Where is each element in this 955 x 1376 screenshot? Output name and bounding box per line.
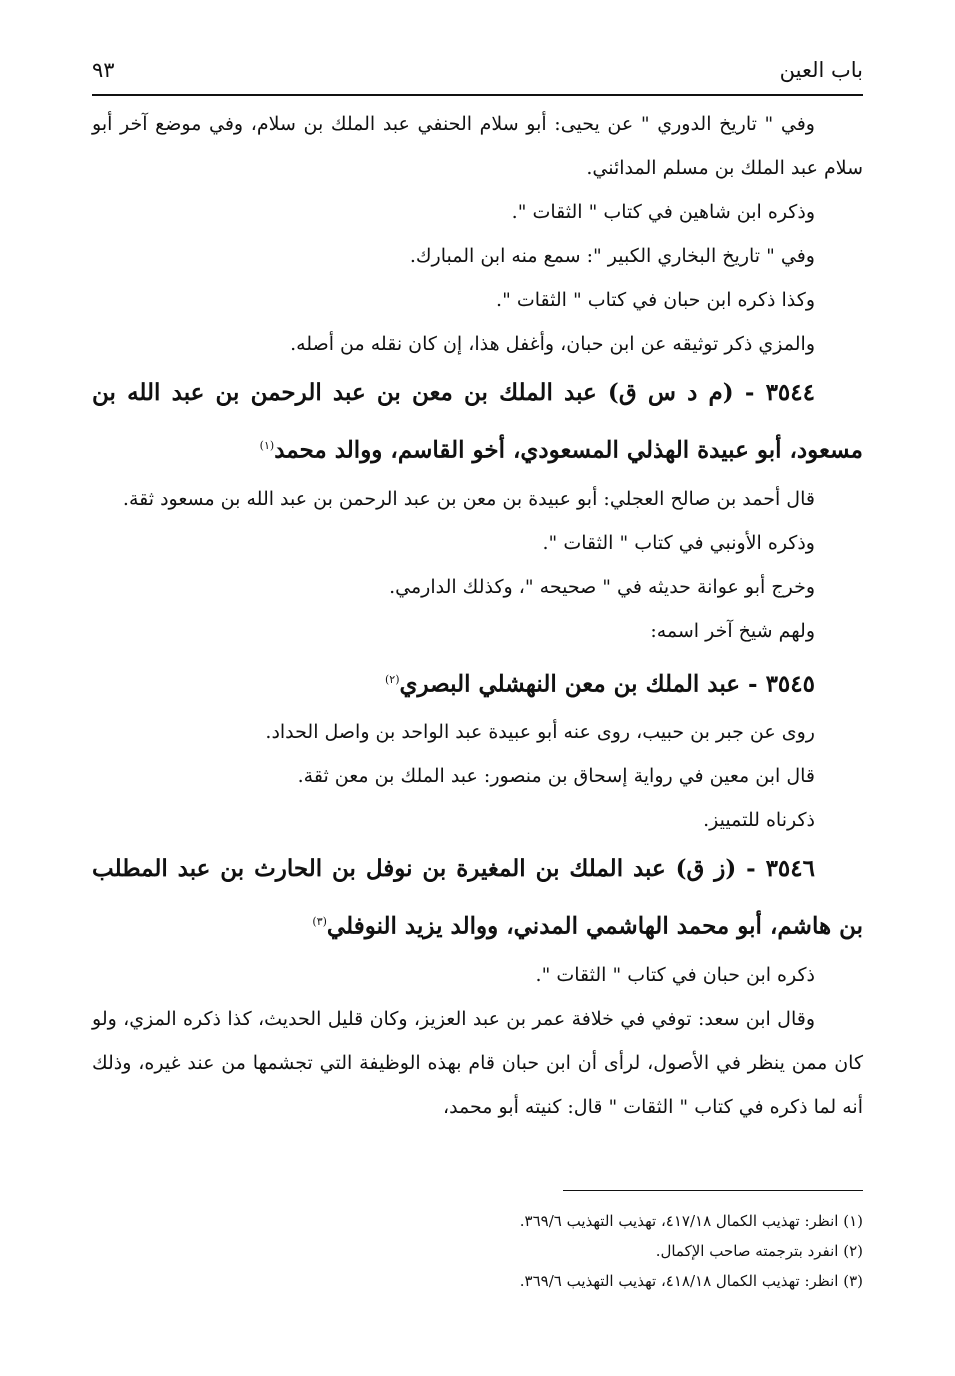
paragraph [92,190,863,234]
entry-heading [92,653,863,711]
paragraph [92,102,863,190]
paragraph-text: وكذا ذكره ابن حبان في كتاب " الثقات ". [496,289,815,311]
main-text [92,102,863,1129]
paragraph-text: والمزي ذكر توثيقه عن ابن حبان، وأغفل هذا، إن كان نقله من أصله. [290,333,815,355]
paragraph-text: ٣٥٤٤ - (م د س ق) عبد الملك بن معن بن عبد الرحمن بن عبد الله بن مسعود، أبو عبيدة الهذلي المسعودي، أخو القاسم، ووالد محمد [92,379,863,464]
paragraph [92,997,863,1129]
paragraph [92,609,863,653]
paragraph-text: وفي " تاريخ الدوري " عن يحيى: أبو سلام الحنفي عبد الملك بن سلام، وفي موضع آخر أبو سلام عبد الملك بن مسلم المدائني. [92,113,863,179]
paragraph-text: روى عن جبر بن حبيب، روى عنه أبو عبيدة عبد الواحد بن واصل الحداد. [265,721,815,744]
entry-heading [92,842,863,953]
paragraph [92,565,863,609]
paragraph-text: ذكرناه للتمييز. [703,809,815,832]
footnote-ref: (١) [259,439,275,452]
paragraph-text: وقال ابن سعد: توفي في خلافة عمر بن عبد العزيز، وكان قليل الحديث، كذا ذكره المزي، ولو كان ممن ينظر في الأصول، لرأى أن ابن حبان قام بهذه الوظيفة التي تجشمها من عند غيره، وذلك أنه لما ذكره في كتاب " الثقات " قال: كنيته أبو محمد، [92,1007,863,1118]
footnote: (١) انظر: تهذيب الكمال ٤١٧/١٨، تهذيب التهذيب ٣٦٩/٦. [519,1212,863,1230]
running-header [92,52,863,96]
paragraph [92,322,863,366]
page-number: ٩٣ [92,58,115,82]
paragraph [92,477,863,521]
footnotes [92,1206,863,1296]
paragraph-text: قال أحمد بن صالح العجلي: أبو عبيدة بن معن بن عبد الرحمن بن عبد الله بن مسعود ثقة. [122,487,815,510]
footnote: (٣) انظر: تهذيب الكمال ٤١٨/١٨، تهذيب التهذيب ٣٦٩/٦. [519,1272,863,1290]
paragraph-text: وخرج أبو عوانة حديثه في " صحيحه "، وكذلك الدارمي. [389,575,815,598]
footnote-ref: (٢) [384,672,400,686]
footnote-separator [563,1190,863,1191]
paragraph [92,521,863,565]
paragraph [92,234,863,278]
paragraph-text: وذكره الأونبي في كتاب " الثقات ". [542,531,815,554]
paragraph-text: ولهم شيخ آخر اسمه: [650,619,815,642]
footnote-ref: (٣) [312,915,327,929]
paragraph-text: ٣٥٤٦ - (ز ق) عبد الملك بن المغيرة بن نوفل بن الحارث بن عبد المطلب بن هاشم، أبو محمد الهاشمي المدني، ووالد يزيد النوفلي [92,855,863,940]
paragraph-text: ذكره ابن حبان في كتاب " الثقات ". [535,963,815,986]
paragraph [92,754,863,798]
paragraph [92,710,863,754]
paragraph [92,798,863,842]
paragraph-text: قال ابن معين في رواية إسحاق بن منصور: عبد الملك بن معن ثقة. [297,765,815,788]
paragraph-text: ٣٥٤٥ - عبد الملك بن معن النهشلي البصري [399,670,815,698]
entry-heading [92,366,863,477]
footnote: (٢) انفرد بترجمته صاحب الإكمال. [655,1242,863,1260]
paragraph [92,278,863,322]
paragraph-text: وفي " تاريخ البخاري الكبير ": سمع منه ابن المبارك. [409,245,815,267]
paragraph-text: وذكره ابن شاهين في كتاب " الثقات ". [511,201,815,223]
chapter-title: باب العين [779,58,863,82]
paragraph [92,953,863,997]
